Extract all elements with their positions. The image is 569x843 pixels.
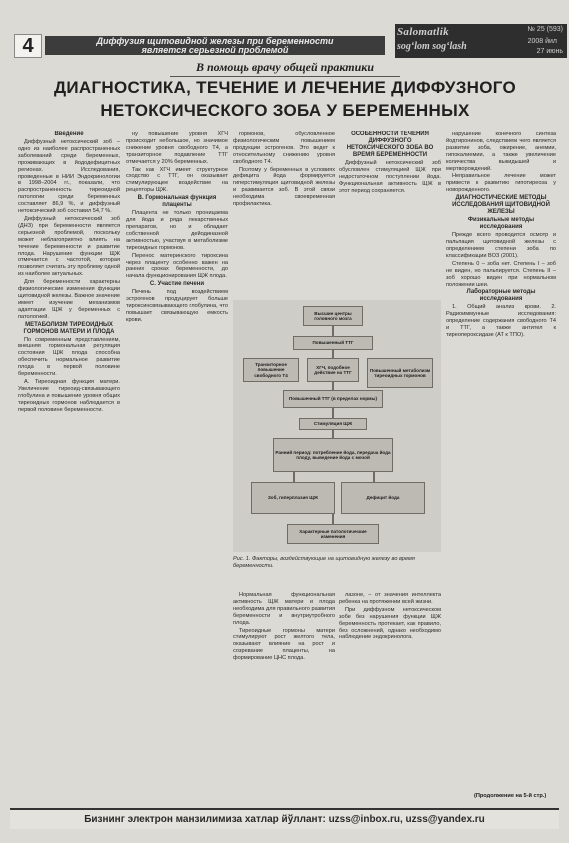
paragraph: нарушение конечного синтеза йодтиронинов, следствием чего является развитие зоба, ожирение, анемии, гипокалиемии, а также увеличение количества выкидышей и мертворождений.	[446, 131, 556, 172]
continuation-note: (Продолжение на 5-й стр.)	[474, 793, 547, 799]
text-column-1	[18, 131, 120, 791]
text-column-4-top	[339, 131, 441, 301]
section-heading-course: ОСОБЕННОСТИ ТЕЧЕНИЯ ДИФФУЗНОГО НЕТОКСИЧЕСКОГО ЗОБА ВО ВРЕМЯ БЕРЕМЕННОСТИ	[346, 131, 434, 158]
issue-date: 27 июнь	[536, 48, 563, 55]
figure-caption: Рис. 1. Факторы, воздействующие на щитовидную железу во время беременности.	[233, 556, 415, 569]
running-title-line1: Диффузия щитовидной железы при беременности	[96, 36, 334, 46]
diagram-arrow	[373, 472, 375, 482]
issue-number: № 25 (593)	[527, 26, 563, 33]
rubric: В помощь врачу общей практики	[170, 60, 400, 77]
paragraph: 1. Общий анализ крови. 2. Радиоиммунные исследования: определение содержания свободного Т4 и ТТГ, а также антител к тиреопероксидазе (АТ к ТПО).	[446, 304, 556, 339]
subheading-liver: С. Участие печени	[149, 281, 205, 288]
text-column-3-bottom	[233, 592, 335, 792]
paragraph: Печень под воздействием эстрогенов продуцирует больше тироксинсвязывающего глобулина, что повышает связывающую емкость крови.	[126, 289, 228, 323]
diagram-arrow	[332, 350, 334, 358]
paragraph: Диффузный нетоксический зоб обусловлен стимуляцией ЩЖ при недостаточном поступлении йода. Функциональная активность ЩЖ в этот период сохраняется.	[339, 160, 441, 194]
subheading-lab: Лабораторные методы исследования	[466, 289, 536, 303]
masthead-title: Salomatlik	[397, 26, 449, 38]
running-title	[45, 36, 385, 55]
paragraph: ну повышение уровня ХГЧ происходит небольшое, но значимое снижение уровня свободного Т4, а транзиторное подавление ТТГ отмечается у 20% беременных.	[126, 131, 228, 165]
diagram-node-iodine-use: Ранний период: потребление йода, передача йода плоду, выведение йода с мочой	[273, 438, 393, 472]
issue-year: 2008 йил	[527, 38, 557, 45]
diagram-node-hcg: ХГЧ, подобное действие на ТТГ	[307, 358, 359, 382]
paragraph: Прежде всего проводится осмотр и пальпация щитовидной железы с определением степени зоба по классификации ВОЗ (2001).	[446, 232, 556, 259]
section-heading-metabolism: МЕТАБОЛИЗМ ТИРЕОИДНЫХ ГОРМОНОВ МАТЕРИ И ПЛОДА	[23, 321, 115, 335]
diagram-arrow	[293, 472, 295, 482]
paragraph: Степень 0 – зоба нет. Степень I – зоб не виден, но пальпируется. Степень II – зоб хорошо виден при нормальном положении шеи.	[446, 260, 556, 288]
article-title-line1: ДИАГНОСТИКА, ТЕЧЕНИЕ И ЛЕЧЕНИЕ ДИФФУЗНОГО	[53, 78, 517, 97]
diagram-node-tsh-normal: Повышенный ТТГ (в пределах нормы)	[283, 390, 383, 408]
article-title-line2: НЕТОКСИЧЕСКОГО ЗОБА У БЕРЕМЕННЫХ	[100, 101, 470, 120]
paragraph: Диффузный нетоксический зоб (ДНЗ) при беременности является серьезной проблемой, поскольку может неблагоприятно влиять на течение беременности и развитие плода. Нарушение функции ЩЖ отмечается с частотой, которая позволяет считать эту проблему одной из наиболее актуальных.	[18, 215, 120, 278]
masthead-subtitle: sog‘lom sog‘lash	[397, 41, 467, 52]
running-title-line2: является серьезной проблемой	[141, 45, 289, 55]
text-column-4-bottom	[339, 592, 441, 792]
subheading-physical: Физикальные методы исследования	[467, 217, 535, 231]
paragraph: Нормальная функциональная активность ЩЖ матери и плода необходима для правильного развития беременности и внутриутробного плода.	[233, 592, 335, 626]
subheading-placenta: В. Гормональная функция плаценты	[137, 195, 217, 209]
diagram-arrow	[332, 514, 334, 524]
paragraph: Диффузный нетоксический зоб – одно из наиболее распространенных заболеваний среди беременных, проживающих в йододефицитных регионах. Исследования, проведенные в НИИ Эндокринологии в 1998–2004 гг., показали, что распространенность тиреоидной патологии среди беременных составляет 86,9 %, и диффузный нетоксический зоб составил 54,7 %.	[18, 139, 120, 215]
paragraph: При диффузном нетоксическом зобе без нарушения функции ЩЖ беременность протекает, как правило, без осложнений, однако необходимо наблюдение эндокринолога.	[339, 606, 441, 641]
section-heading-diagnostics: ДИАГНОСТИЧЕСКИЕ МЕТОДЫ ИССЛЕДОВАНИЯ ЩИТОВИДНОЙ ЖЕЛЕЗЫ	[452, 195, 550, 216]
diagram-arrow	[332, 430, 334, 438]
paragraph: Неправильное лечение может привести к развитию гипотиреоза у новорожденного.	[446, 173, 556, 194]
diagram-arrow	[332, 382, 334, 390]
diagram-node-metabolism: Повышенный метаболизм тиреоидных гормонов	[367, 358, 433, 388]
diagram-node-goiter: Зоб, гиперплазия ЩЖ	[251, 482, 335, 514]
paragraph: Перенос материнского тироксина через плаценту особенно важен на ранних сроках беременности, до начала функционирования ЩЖ плода.	[126, 252, 228, 280]
diagram-node-changes: Характерные патологические изменения	[287, 524, 379, 544]
paragraph: Плацента не только проницаема для йода и ряда лекарственных препаратов, но и обладает собственной дейодиназной активностью, участвуя в метаболизме тиреоидных гормонов.	[126, 210, 228, 251]
paragraph: гормонов, обусловленное физиологическим повышением продукции эстрогенов. Это ведет к относительному снижению уровня свободного Т4.	[233, 131, 335, 165]
text-column-3-top	[233, 131, 335, 301]
diagram-node-brain: Высшие центры головного мозга	[303, 306, 363, 326]
diagram-node-tsh: Повышенный ТТГ	[293, 336, 373, 350]
paragraph: Для беременности характерны физиологические изменения функции щитовидной железы. Важное значение имеет изучение механизмов адаптации ЩЖ у беременных с патологией.	[18, 279, 120, 320]
diagram-node-stimulation: Стимуляция ЩЖ	[299, 418, 367, 430]
section-heading-intro: Введение	[54, 131, 84, 137]
paragraph: А. Тиреоидная функция матери. Увеличение тиреоид-связывающего глобулина и повышение уровня общих тиреоидных гормонов наблюдается в первой половине беременности.	[18, 379, 120, 413]
paragraph: По современным представлениям, внешняя гормональная регуляция состояния ЩЖ плода способна обеспечить нормальное развитие плода в первой половине беременности.	[18, 336, 120, 378]
page-header	[0, 0, 569, 62]
footer-contact-line: Бизнинг электрон манзилимиза хатлар йўллант: uzss@inbox.ru, uzss@yandex.ru	[10, 808, 559, 829]
text-column-2	[126, 131, 228, 791]
paragraph: Поэтому у беременных в условиях дефицита йода формируется гиперстимуляция щитовидной железы и развивается зоб. В этой связи необходима своевременная профилактика.	[233, 166, 335, 208]
paragraph: Тиреоидные гормоны матери стимулируют рост желтого тела, оказывают влияние на рост и созревание плаценты, на формирование ЦНС плода.	[233, 627, 335, 662]
paragraph: лазоне, – от значения интеллекта ребенка на протяжении всей жизни.	[339, 592, 441, 605]
page-number: 4	[14, 34, 42, 58]
diagram-arrow	[332, 408, 334, 418]
paragraph: Так как ХГЧ имеет структурное сходство с ТТГ, он оказывает стимулирующее воздействие на рецепторы ЩЖ.	[126, 166, 228, 194]
masthead	[395, 24, 567, 58]
diagram-arrow	[332, 326, 334, 336]
diagram-figure	[233, 300, 441, 552]
diagram-node-iodine-deficit: Дефицит йода	[341, 482, 425, 514]
diagram-node-free-t4: Транзиторное повышение свободного Т4	[243, 358, 299, 382]
text-column-5	[446, 131, 556, 791]
